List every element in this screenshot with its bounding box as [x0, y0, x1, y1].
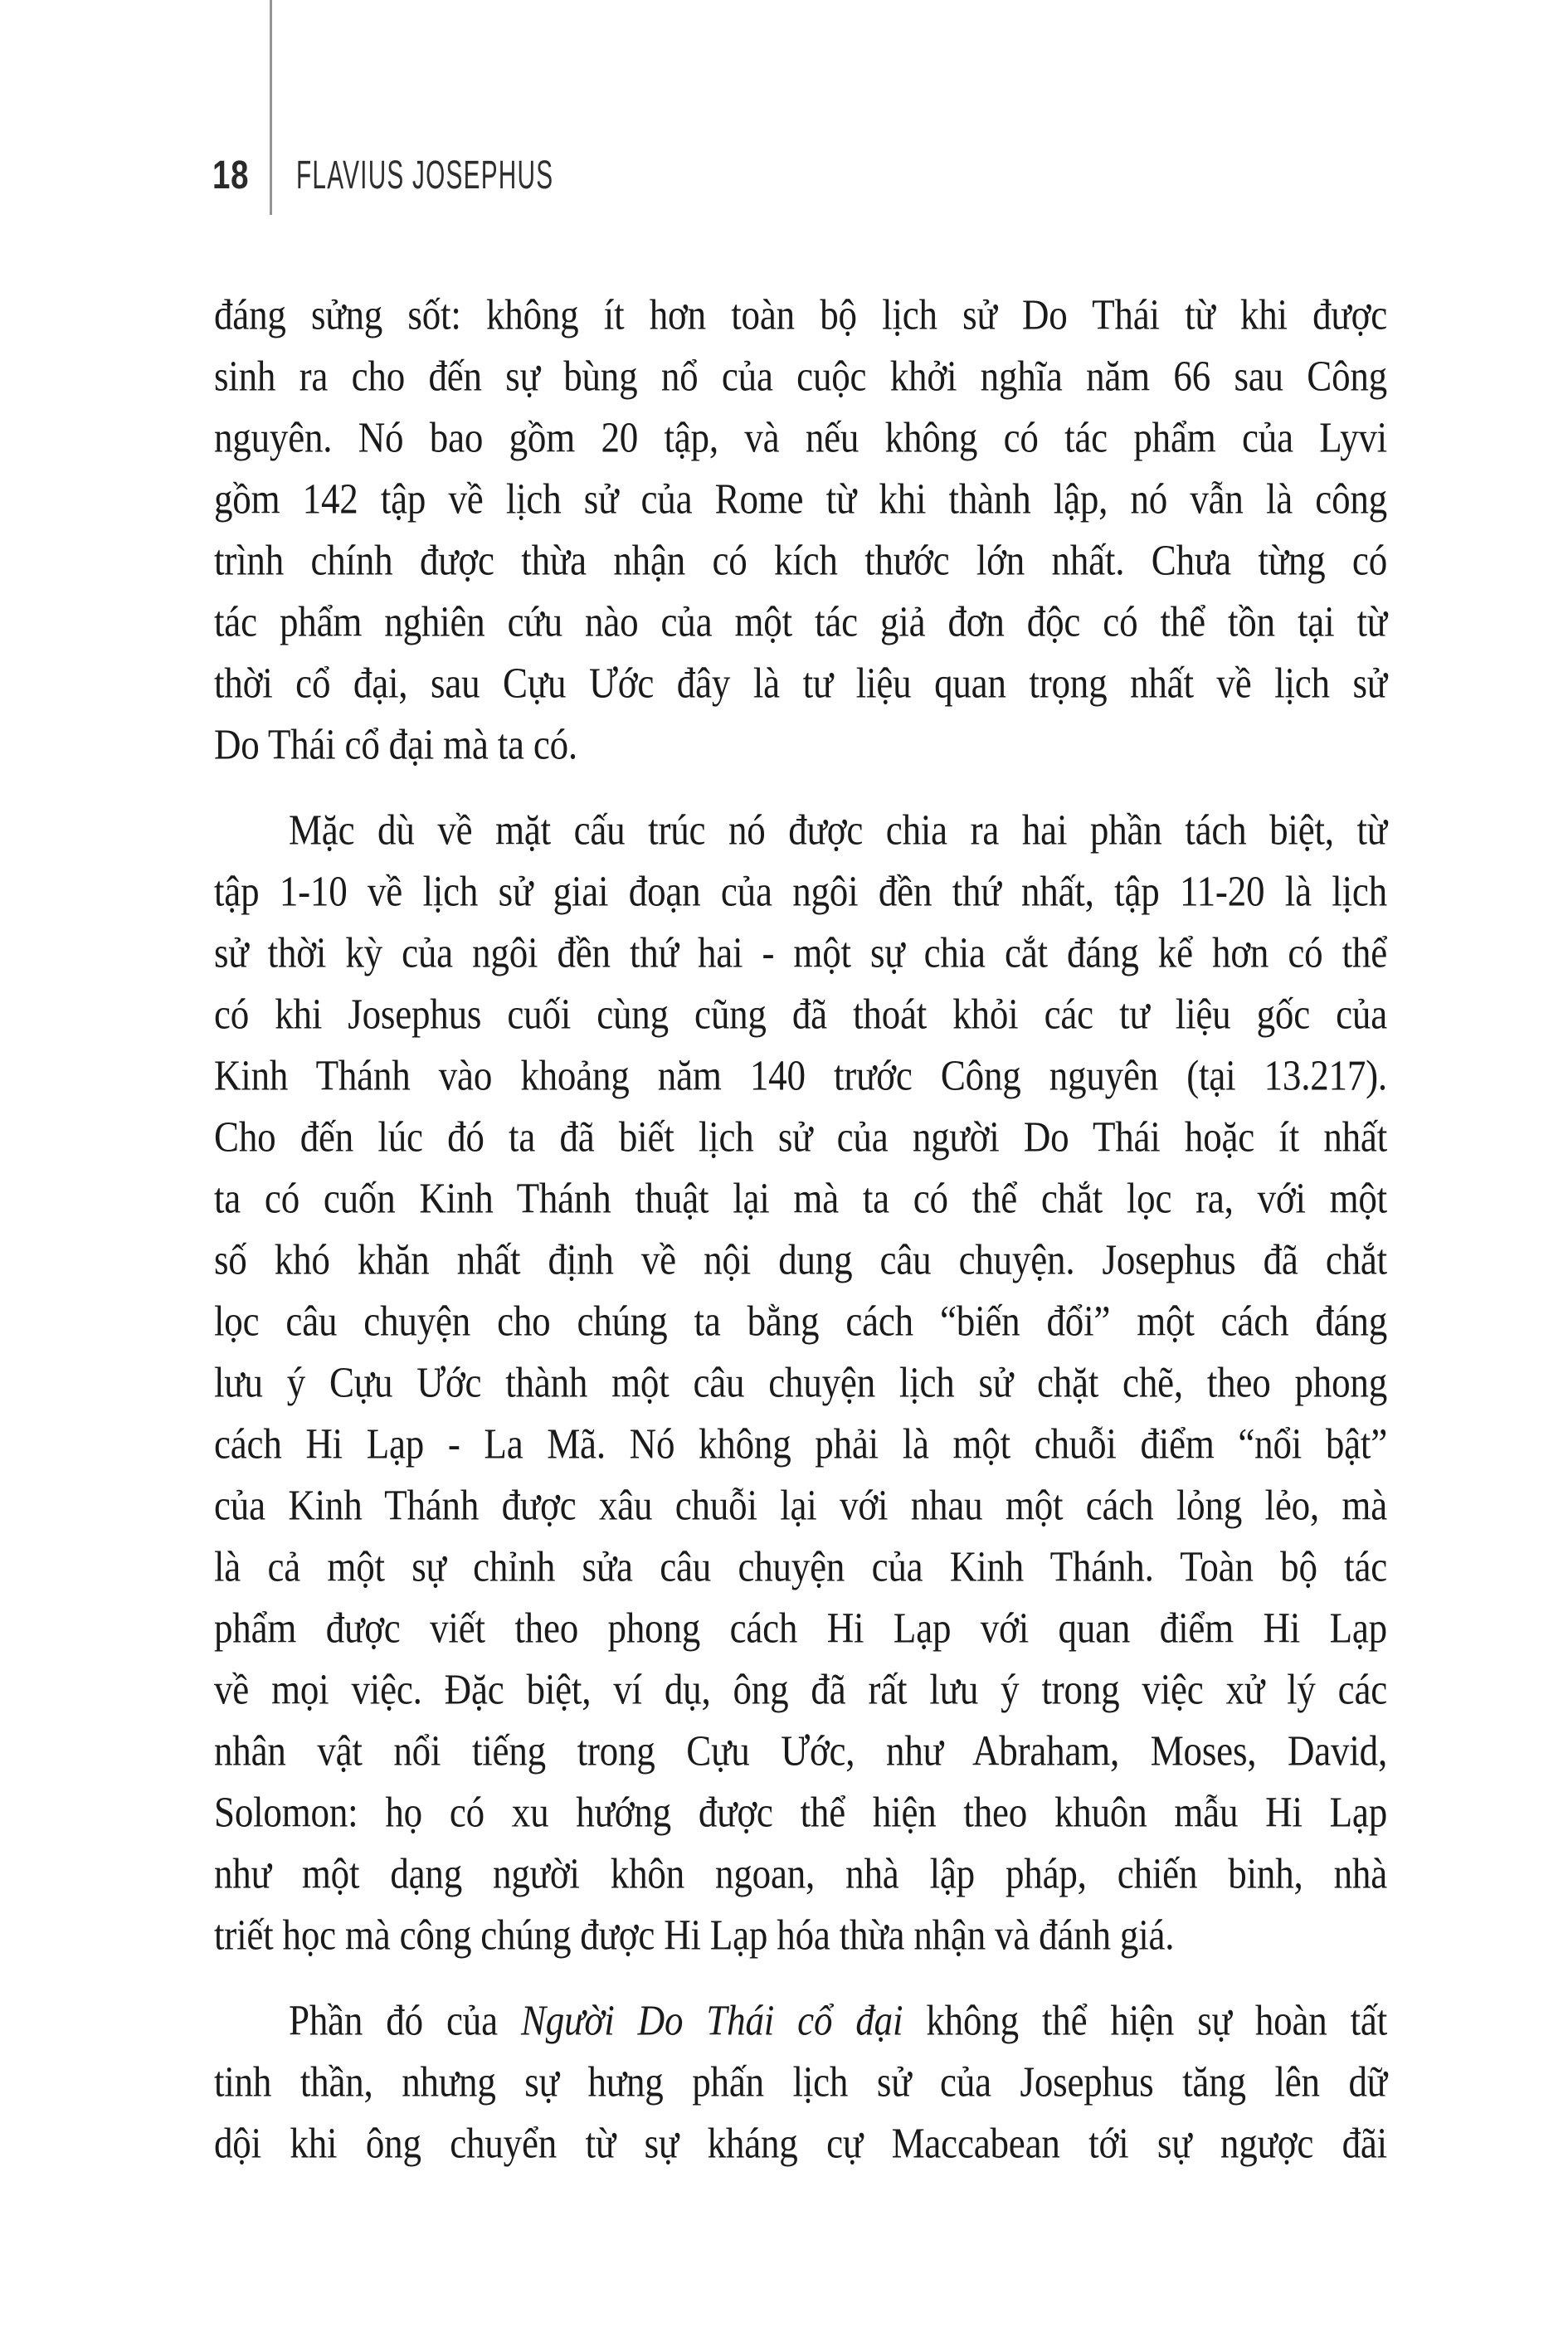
text-line: ta có cuốn Kinh Thánh thuật lại mà ta có thể chắt lọc ra, với một	[214, 1174, 1387, 1222]
body-text	[214, 284, 1387, 2174]
text-line: tác phẩm nghiên cứu nào của một tác giả đơn độc có thể tồn tại từ	[214, 597, 1387, 645]
text-line: tinh thần, nhưng sự hưng phấn lịch sử của Josephus tăng lên dữ	[214, 2057, 1387, 2106]
text-line: dội khi ông chuyển từ sự kháng cự Maccabean tới sự ngược đãi	[214, 2119, 1387, 2167]
text-line: số khó khăn nhất định về nội dung câu chuyện. Josephus đã chắt	[214, 1235, 1387, 1283]
text-line: đáng sửng sốt: không ít hơn toàn bộ lịch sử Do Thái từ khi được	[214, 290, 1387, 338]
running-title: FLAVIUS JOSEPHUS	[296, 153, 554, 197]
text-line: là cả một sự chỉnh sửa câu chuyện của Kinh Thánh. Toàn bộ tác	[214, 1542, 1387, 1590]
header-divider-rule	[270, 0, 272, 215]
text-line: nguyên. Nó bao gồm 20 tập, và nếu không có tác phẩm của Lyvi	[214, 413, 1387, 461]
text-line: Mặc dù về mặt cấu trúc nó được chia ra hai phần tách biệt, từ	[289, 806, 1387, 854]
text-line: nhân vật nổi tiếng trong Cựu Ước, như Abraham, Moses, David,	[214, 1726, 1387, 1775]
text-line: cách Hi Lạp - La Mã. Nó không phải là một chuỗi điểm “nổi bật”	[214, 1419, 1387, 1468]
text-line: Solomon: họ có xu hướng được thể hiện theo khuôn mẫu Hi Lạp	[214, 1788, 1387, 1836]
text-line: sinh ra cho đến sự bùng nổ của cuộc khởi nghĩa năm 66 sau Công	[214, 352, 1387, 400]
text-line: có khi Josephus cuối cùng cũng đã thoát khỏi các tư liệu gốc của	[214, 990, 1387, 1038]
text-line: thời cổ đại, sau Cựu Ước đây là tư liệu quan trọng nhất về lịch sử	[214, 659, 1387, 707]
text-line: về mọi việc. Đặc biệt, ví dụ, ông đã rất lưu ý trong việc xử lý các	[214, 1665, 1387, 1713]
book-title-italic: Người Do Thái cổ đại	[520, 1996, 903, 2044]
text-line	[214, 1984, 1387, 2056]
text-segment: Phần đó của	[289, 1996, 521, 2044]
text-line: gồm 142 tập về lịch sử của Rome từ khi thành lập, nó vẫn là công	[214, 475, 1387, 523]
text-line: như một dạng người khôn ngoan, nhà lập pháp, chiến binh, nhà	[214, 1849, 1387, 1897]
text-line: của Kinh Thánh được xâu chuỗi lại với nhau một cách lỏng lẻo, mà	[214, 1481, 1387, 1529]
text-line: lọc câu chuyện cho chúng ta bằng cách “biến đổi” một cách đáng	[214, 1297, 1387, 1345]
text-line: Do Thái cổ đại mà ta có.	[214, 720, 577, 768]
text-segment: không thể hiện sự hoàn tất	[903, 1996, 1387, 2044]
page-number: 18	[212, 153, 250, 197]
paragraph	[214, 1989, 1387, 2174]
text-line: trình chính được thừa nhận có kích thước lớn nhất. Chưa từng có	[214, 536, 1387, 584]
text-line: sử thời kỳ của ngôi đền thứ hai - một sự chia cắt đáng kể hơn có thể	[214, 928, 1387, 976]
text-line: triết học mà công chúng được Hi Lạp hóa thừa nhận và đánh giá.	[214, 1911, 1175, 1959]
paragraph	[214, 284, 1387, 775]
text-line: tập 1-10 về lịch sử giai đoạn của ngôi đền thứ nhất, tập 11-20 là lịch	[214, 867, 1387, 915]
text-line: Kinh Thánh vào khoảng năm 140 trước Công nguyên (tại 13.217).	[214, 1051, 1387, 1099]
text-line: Cho đến lúc đó ta đã biết lịch sử của người Do Thái hoặc ít nhất	[214, 1113, 1387, 1161]
paragraph	[214, 799, 1387, 1965]
text-line: phẩm được viết theo phong cách Hi Lạp với quan điểm Hi Lạp	[214, 1604, 1387, 1652]
text-line: lưu ý Cựu Ước thành một câu chuyện lịch sử chặt chẽ, theo phong	[214, 1358, 1387, 1406]
